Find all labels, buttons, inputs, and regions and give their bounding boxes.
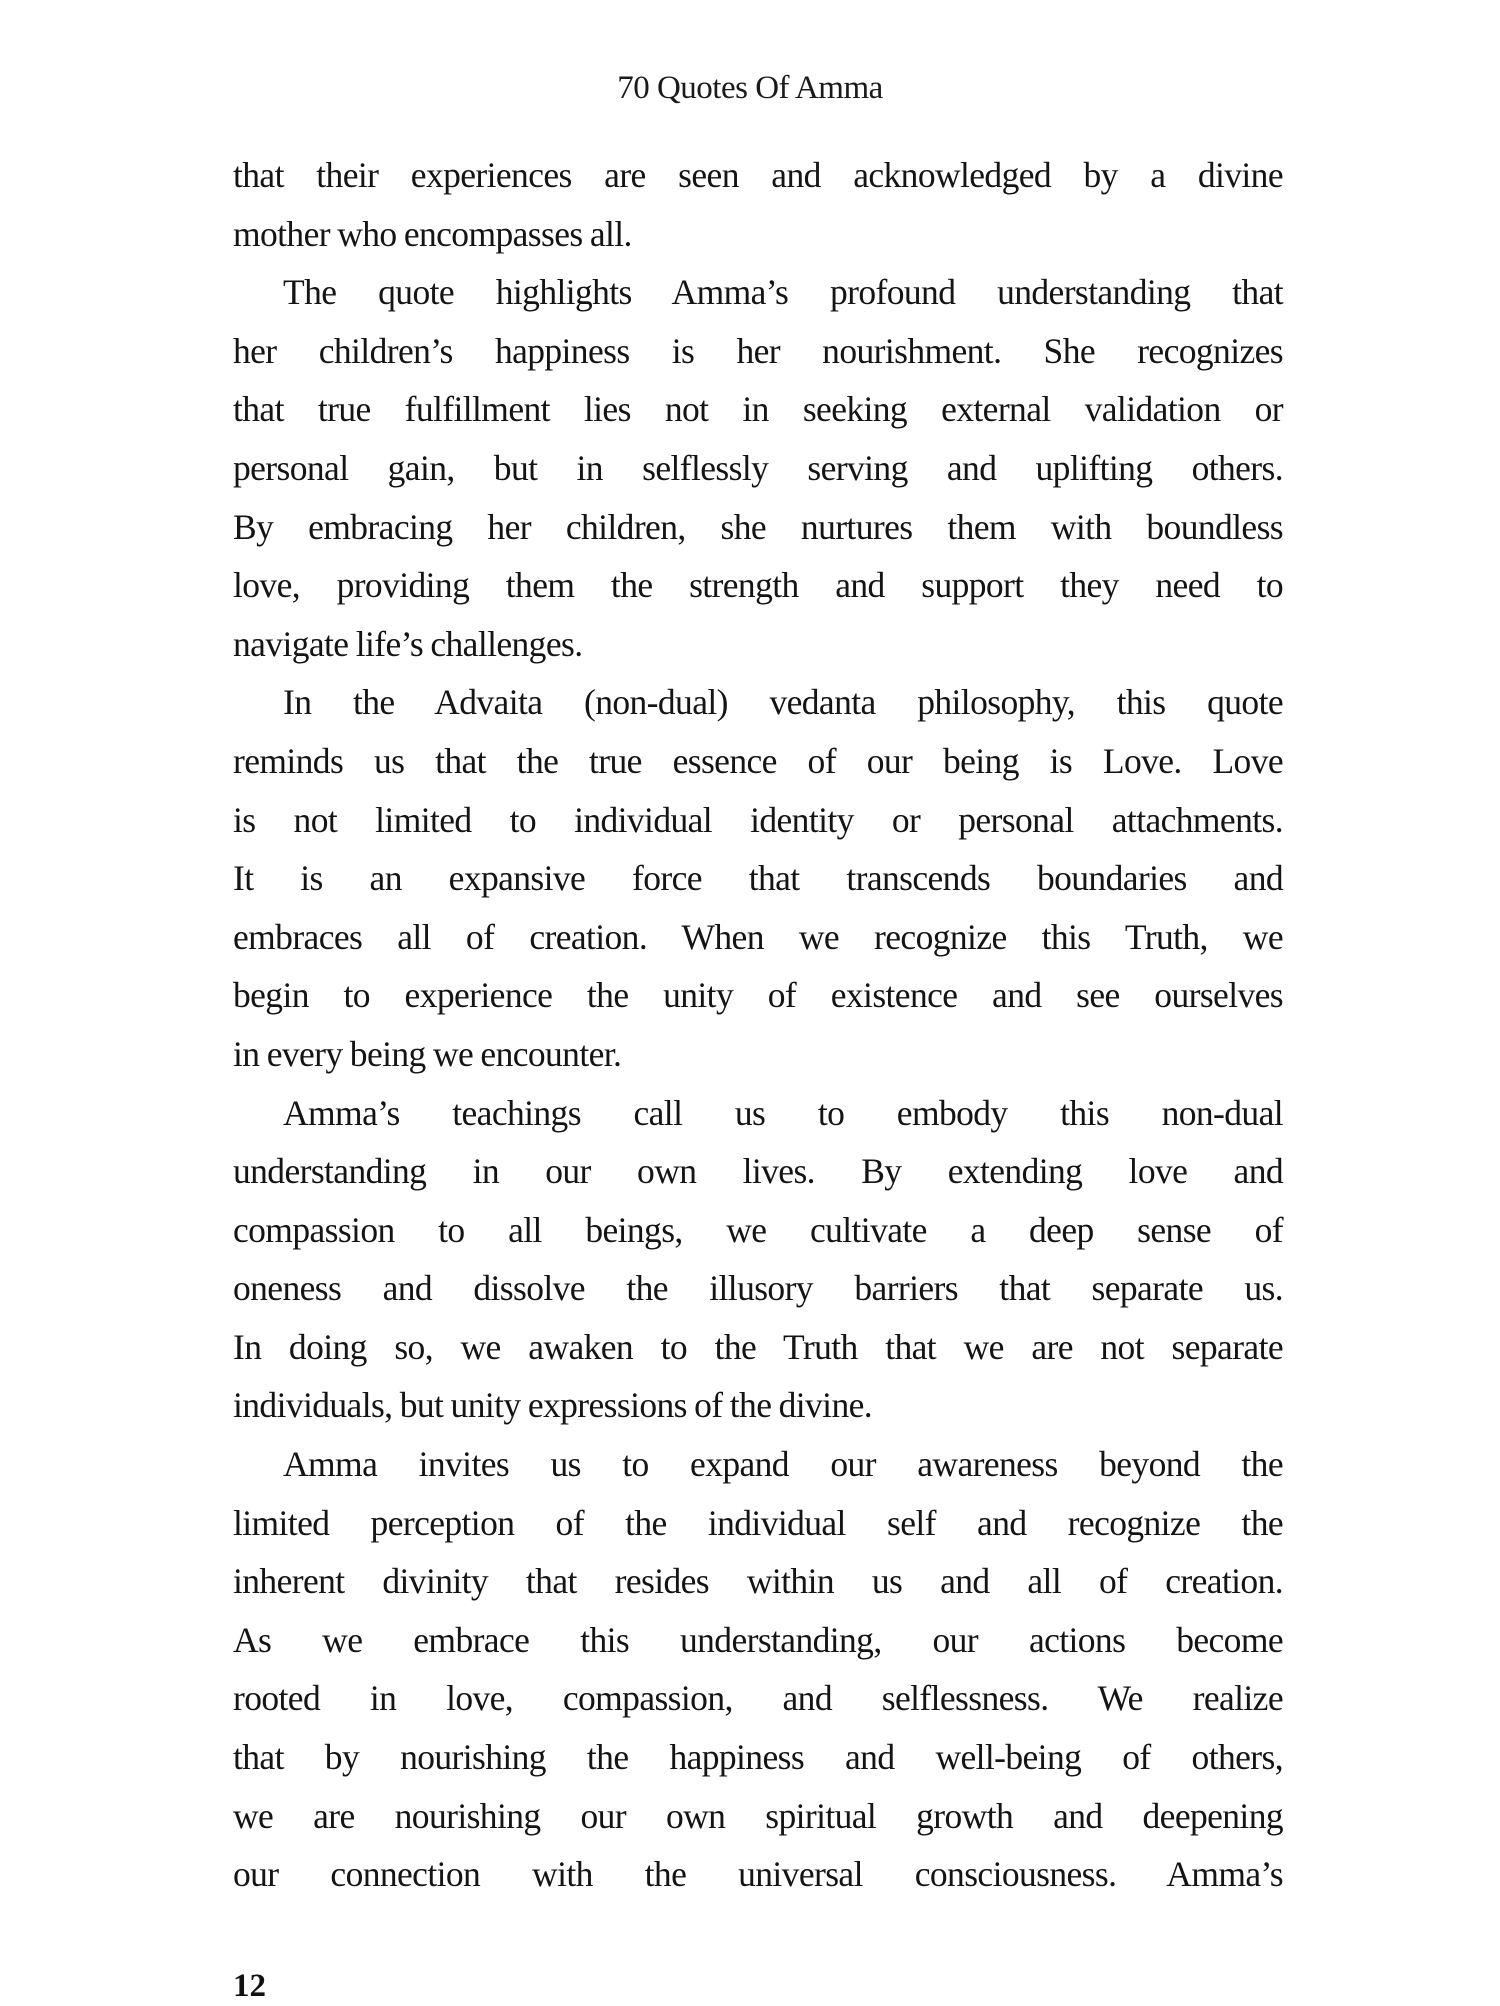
text-line: As we embrace this understanding, our actions become xyxy=(233,1619,1283,1660)
text-line: reminds us that the true essence of our being is Love. Love xyxy=(233,740,1283,781)
text-line: our connection with the universal consciousness. Amma’s xyxy=(233,1854,1283,1895)
text-line: begin to experience the unity of existence and see ourselves xyxy=(233,975,1283,1016)
text-line: compassion to all beings, we cultivate a deep sense of xyxy=(233,1209,1283,1250)
text-line: Amma’s teachings call us to embody this non-dual xyxy=(283,1092,1283,1133)
text-line: rooted in love, compassion, and selflessness. We realize xyxy=(233,1678,1283,1719)
text-line: personal gain, but in selflessly serving and uplifting others. xyxy=(233,447,1283,488)
running-header-title: 70 Quotes Of Amma xyxy=(617,70,883,106)
paragraph xyxy=(233,263,1283,673)
text-line: understanding in our own lives. By extending love and xyxy=(233,1151,1283,1192)
text-line: limited perception of the individual self and recognize the xyxy=(233,1502,1283,1543)
text-line: mother who encompasses all. xyxy=(233,213,632,254)
page-number: 12 xyxy=(233,1968,266,2004)
text-line: we are nourishing our own spiritual growth and deepening xyxy=(233,1795,1283,1836)
text-line: By embracing her children, she nurtures them with boundless xyxy=(233,506,1283,547)
text-line: In the Advaita (non-dual) vedanta philosophy, this quote xyxy=(283,682,1283,723)
text-line: is not limited to individual identity or personal attachments. xyxy=(233,799,1283,840)
text-line: that by nourishing the happiness and well-being of others, xyxy=(233,1737,1283,1778)
body-text xyxy=(233,146,1283,1904)
paragraph xyxy=(233,1435,1283,1904)
text-line: Amma invites us to expand our awareness beyond the xyxy=(283,1444,1283,1485)
text-line: It is an expansive force that transcends boundaries and xyxy=(233,858,1283,899)
paragraph xyxy=(233,673,1283,1083)
text-line: embraces all of creation. When we recognize this Truth, we xyxy=(233,916,1283,957)
text-line: individuals, but unity expressions of the divine. xyxy=(233,1385,873,1426)
paragraph xyxy=(233,146,1283,263)
text-line: oneness and dissolve the illusory barriers that separate us. xyxy=(233,1268,1283,1309)
text-line: navigate life’s challenges. xyxy=(233,623,583,664)
text-line: in every being we encounter. xyxy=(233,1033,622,1074)
text-line: that true fulfillment lies not in seeking external validation or xyxy=(233,389,1283,430)
text-line: love, providing them the strength and support they need to xyxy=(233,565,1283,606)
paragraph xyxy=(233,1084,1283,1436)
text-line: In doing so, we awaken to the Truth that we are not separate xyxy=(233,1326,1283,1367)
text-line: her children’s happiness is her nourishment. She recognizes xyxy=(233,330,1283,371)
text-line: that their experiences are seen and acknowledged by a divine xyxy=(233,155,1283,195)
text-line: inherent divinity that resides within us and all of creation. xyxy=(233,1561,1283,1602)
text-line: The quote highlights Amma’s profound understanding that xyxy=(283,272,1283,313)
